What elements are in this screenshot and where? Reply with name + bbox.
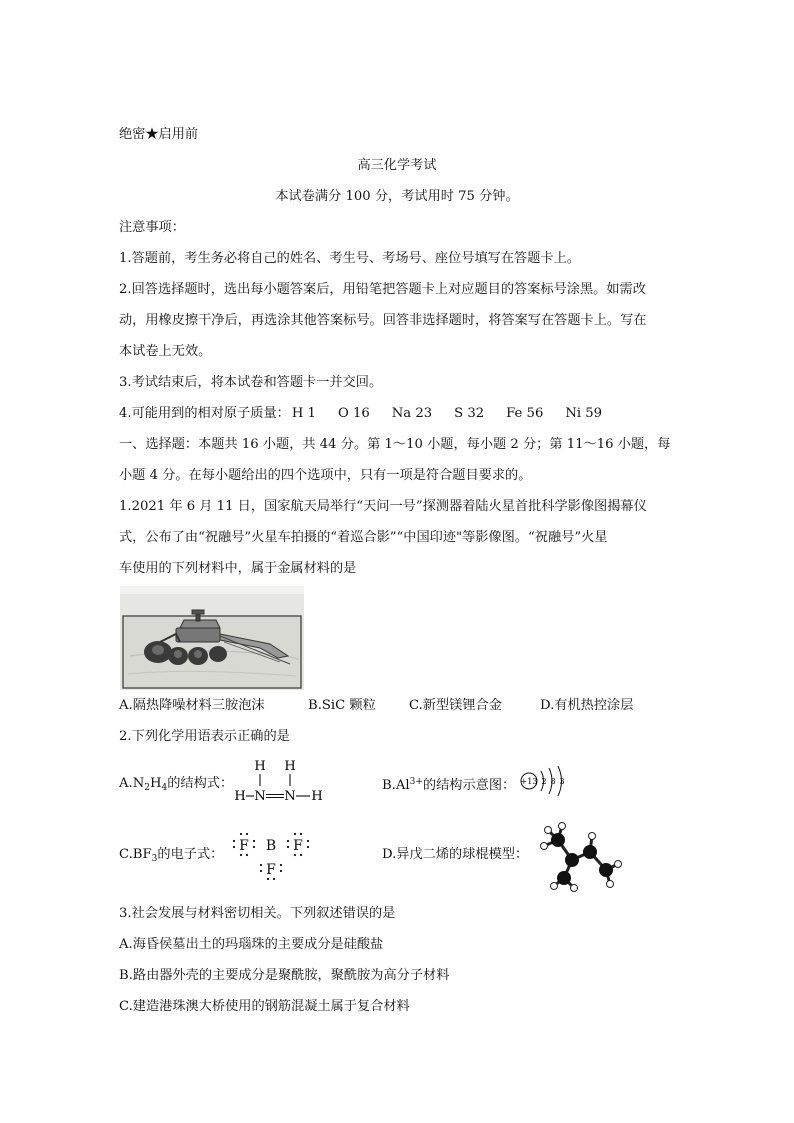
mass-fe: Fe 56 [506,406,544,421]
note-2-line-2: 动，用橡皮擦干净后，再选涂其他答案标号。回答非选择题时，将答案写在答题卡上。写在 [119,313,647,328]
isoprene-ball-stick-model [532,818,624,894]
al-ion-structure-diagram [516,764,580,798]
notes-heading: 注意事项： [119,220,185,235]
q2-option-c[interactable]: $C.BF_3$的电子式： [119,847,224,864]
f-atom-left: F [239,838,249,854]
f-atom-right: F [293,838,303,854]
note-3: 3.考试结束后，将本试卷和答题卡一并交回。 [119,375,383,390]
mass-h: H 1 [291,406,316,421]
al-shell-2: 8 [550,777,556,786]
q1-stem-line-3: 车使用的下列材料中，属于金属材料的是 [119,561,357,576]
h-atom-right: H [311,789,323,804]
h-atom-left: H [234,789,246,804]
mass-s: S 32 [454,406,485,421]
q1-option-c[interactable]: C.新型镁锂合金 [409,698,502,713]
q3-option-c[interactable]: C.建造港珠澳大桥使用的钢筋混凝土属于复合材料 [119,999,410,1014]
h-atom-top-right: H [284,759,296,774]
q1-option-b[interactable]: B.SiC 颗粒 [308,698,376,713]
q2-option-b[interactable]: $B.Al^{3+}$的结构示意图： [382,777,516,793]
q1-stem-line-2: 式，公布了由“祝融号”火星车拍摄的“着巡合影”“中国印迹"等影像图。“祝融号”火星 [119,530,608,545]
n-atom-right: N [284,789,296,804]
mars-rover-photo [120,586,304,690]
q1-option-a[interactable]: A.隔热降噪材料三胺泡沫 [119,698,265,713]
note-2-line-3: 本试卷上无效。 [119,344,212,359]
exam-subtitle: 本试卷满分 100 分，考试用时 75 分钟。 [275,189,519,204]
al-shell-1: 2 [541,777,547,786]
mass-na: Na 23 [391,406,433,421]
q1-option-d[interactable]: D.有机热控涂层 [540,698,634,713]
mass-ni: Ni 59 [565,406,603,421]
q1-stem-line-1: 1.2021 年 6 月 11 日，国家航天局举行“天问一号”探测器着陆火星首批科学影像图揭幕仪 [119,499,647,514]
section1-line-2: 小题 4 分。在每小题给出的四个选项中，只有一项是符合题目要求的。 [119,468,532,483]
q3-option-b[interactable]: B.路由器外壳的主要成分是聚酰胺，聚酰胺为高分子材料 [119,968,450,983]
n-atom-left: N [254,789,266,804]
al-shell-3: 3 [559,777,565,786]
bf3-electron-formula [226,830,318,880]
section1-line-1: 一、选择题：本题共 16 小题，共 44 分。第 1～10 小题，每小题 2 分；第 11～16 小题，每 [119,437,671,452]
h-atom-top-left: H [254,759,266,774]
secret-label: 绝密★启用前 [119,127,199,142]
note-2-line-1: 2.回答选择题时，选出每小题答案后，用铅笔把答题卡上对应题目的答案标号涂黑。如需改 [119,282,646,297]
q2-option-a[interactable]: $A.N_2H_4$的结构式： [119,776,234,793]
mass-o: O 16 [337,406,370,421]
q3-option-a[interactable]: A.海昏侯墓出土的玛瑙珠的主要成分是硅酸盐 [119,937,384,952]
al-nucleus-charge: +13 [520,777,538,786]
b-atom: B [265,838,277,854]
q2-option-d[interactable]: D.异戊二烯的球棍模型： [382,847,529,862]
q3-stem: 3.社会发展与材料密切相关。下列叙述错误的是 [119,906,396,921]
hydrazine-structure [230,758,330,808]
note-1: 1.答题前，考生务必将自己的姓名、考生号、考场号、座位号填写在答题卡上。 [119,251,580,266]
f-atom-bottom: F [266,862,276,878]
q2-stem: 2.下列化学用语表示正确的是 [119,729,290,744]
note-4 [119,405,602,423]
exam-title: 高三化学考试 [357,158,437,173]
note-4-label: 4.可能用到的相对原子质量： [119,406,290,421]
